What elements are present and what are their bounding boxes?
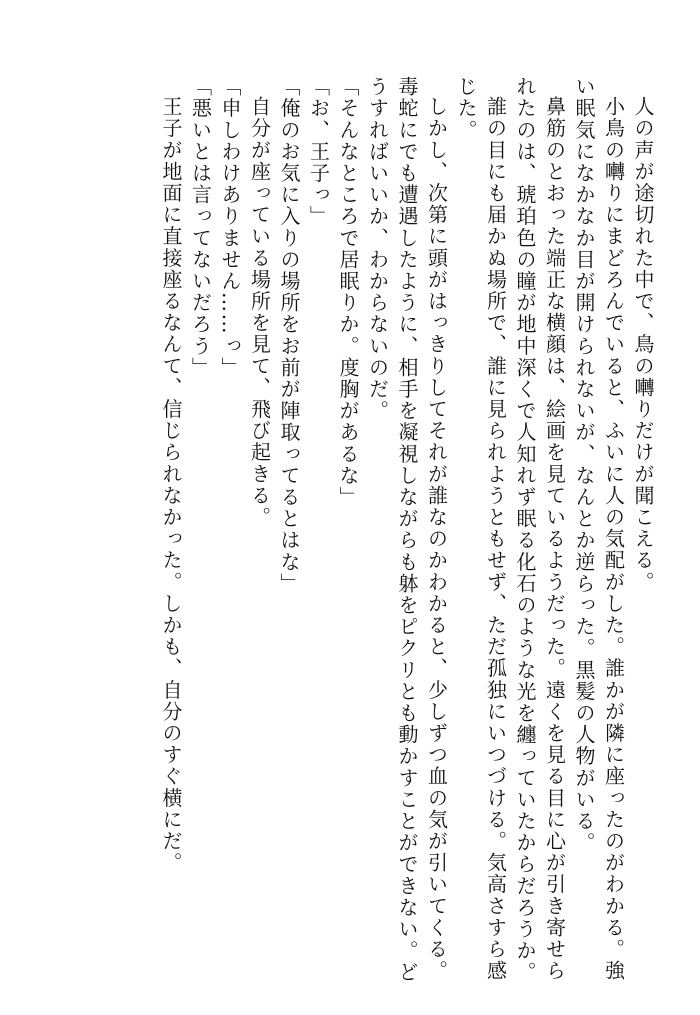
dialogue-line: 「俺のお気に入りの場所をお前が陣取ってるとはな」 bbox=[277, 76, 301, 595]
text-line: 誰の目にも届かぬ場所で、誰に見られようともせず、ただ孤独にいつづける。気高さすら感 bbox=[483, 96, 508, 982]
dialogue-line: 「お、王子っ」 bbox=[306, 76, 331, 228]
text-line: 人の声が途切れた中で、鳥の囀りだけが聞こえる。 bbox=[631, 96, 655, 593]
text-line: れたのは、琥珀色の瞳が地中深くで人知れず眠る化石のような光を纏っていたからだろうか。 bbox=[513, 76, 537, 984]
dialogue-line: 「そんなところで居眠りか。度胸があるな」 bbox=[336, 76, 360, 508]
text-line: い眠気になかなか目が開けられないが、なんとか逆らった。黒髪の人物がいる。 bbox=[572, 76, 596, 854]
text-line: 鼻筋のとおった端正な横顔は、絵画を見ているようだった。遠くを見る目に心が引き寄せら bbox=[542, 96, 567, 982]
dialogue-line: 「申しわけありません……っ」 bbox=[218, 76, 242, 379]
text-line: 王子が地面に直接座るなんて、信じられなかった。しかも、自分のすぐ横にだ。 bbox=[159, 96, 183, 874]
text-line: じた。 bbox=[454, 76, 478, 141]
text-line: しかし、次第に頭がはっきりしてそれが誰なのかわかると、少しずつ血の気が引いてくる。 bbox=[424, 96, 449, 982]
vertical-text-body bbox=[156, 76, 658, 984]
text-line: 小鳥の囀りにまどろんでいると、ふいに人の気配がした。誰かが隣に座ったのがわかる。強 bbox=[601, 96, 626, 982]
dialogue-line: 「悪いとは言ってないだろう」 bbox=[188, 76, 213, 379]
text-line: 毒蛇にでも遭遇したように、相手を凝視しながらも躰をピクリとも動かすことができない。ど bbox=[395, 76, 419, 984]
text-line: 自分が座っている場所を見て、飛び起きる。 bbox=[247, 96, 272, 528]
text-line: うすればいいか、わからないのだ。 bbox=[365, 76, 390, 422]
